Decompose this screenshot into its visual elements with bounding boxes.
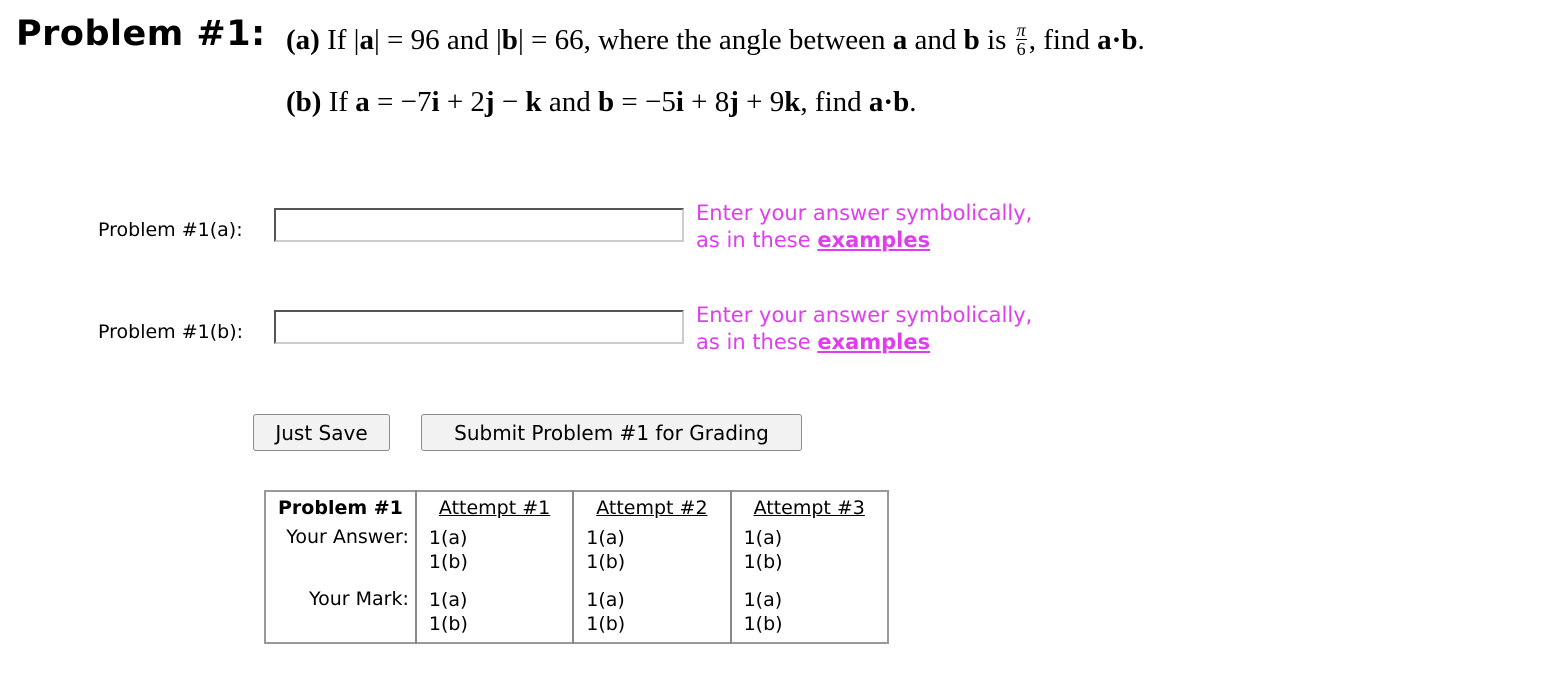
answer-label-1b: Problem #1(b):	[98, 321, 244, 343]
your-answer-label: Your Answer:	[286, 526, 409, 548]
submit-for-grading-button[interactable]: Submit Problem #1 for Grading	[421, 414, 802, 451]
answer-input-1a[interactable]	[274, 208, 684, 242]
attempt-2-header[interactable]: Attempt #2	[573, 491, 730, 524]
attempt-1-answer-cell: 1(a) 1(b)	[416, 524, 573, 576]
attempt-3-header[interactable]: Attempt #3	[731, 491, 888, 524]
problem-title: Problem #1:	[16, 14, 266, 54]
problem-part-b: (b) If a = −7i + 2j − k and b = −5i + 8j + 9k, find a·b.	[286, 86, 917, 118]
answer-label-1a: Problem #1(a):	[98, 219, 243, 241]
table-header-problem: Problem #1	[278, 497, 403, 519]
answer-hint-1b: Enter your answer symbolically, as in these examples	[696, 303, 1033, 354]
attempt-3-mark-cell: 1(a) 1(b)	[731, 576, 888, 643]
just-save-button[interactable]: Just Save	[253, 414, 390, 451]
attempts-table	[264, 490, 889, 644]
your-mark-label: Your Mark:	[309, 588, 409, 610]
problem-part-a: (a) If |a| = 96 and |b| = 66, where the angle between a and b is $\frac{\pi}{6}$ , find a·b.	[286, 20, 1145, 59]
attempt-1-header[interactable]: Attempt #1	[416, 491, 573, 524]
examples-link-1a[interactable]: examples	[817, 228, 931, 252]
examples-link-1b[interactable]: examples	[817, 330, 931, 354]
table-header-row	[265, 491, 888, 524]
table-row-your-answer	[265, 524, 888, 576]
answer-input-1b[interactable]	[274, 310, 684, 344]
attempt-1-mark-cell: 1(a) 1(b)	[416, 576, 573, 643]
attempt-3-answer-cell: 1(a) 1(b)	[731, 524, 888, 576]
attempt-2-answer-cell: 1(a) 1(b)	[573, 524, 730, 576]
table-row-your-mark	[265, 576, 888, 643]
attempt-2-mark-cell: 1(a) 1(b)	[573, 576, 730, 643]
pi-over-six-fraction: $\frac{\pi}{6}$	[1016, 20, 1026, 59]
answer-hint-1a: Enter your answer symbolically, as in these examples	[696, 201, 1033, 252]
